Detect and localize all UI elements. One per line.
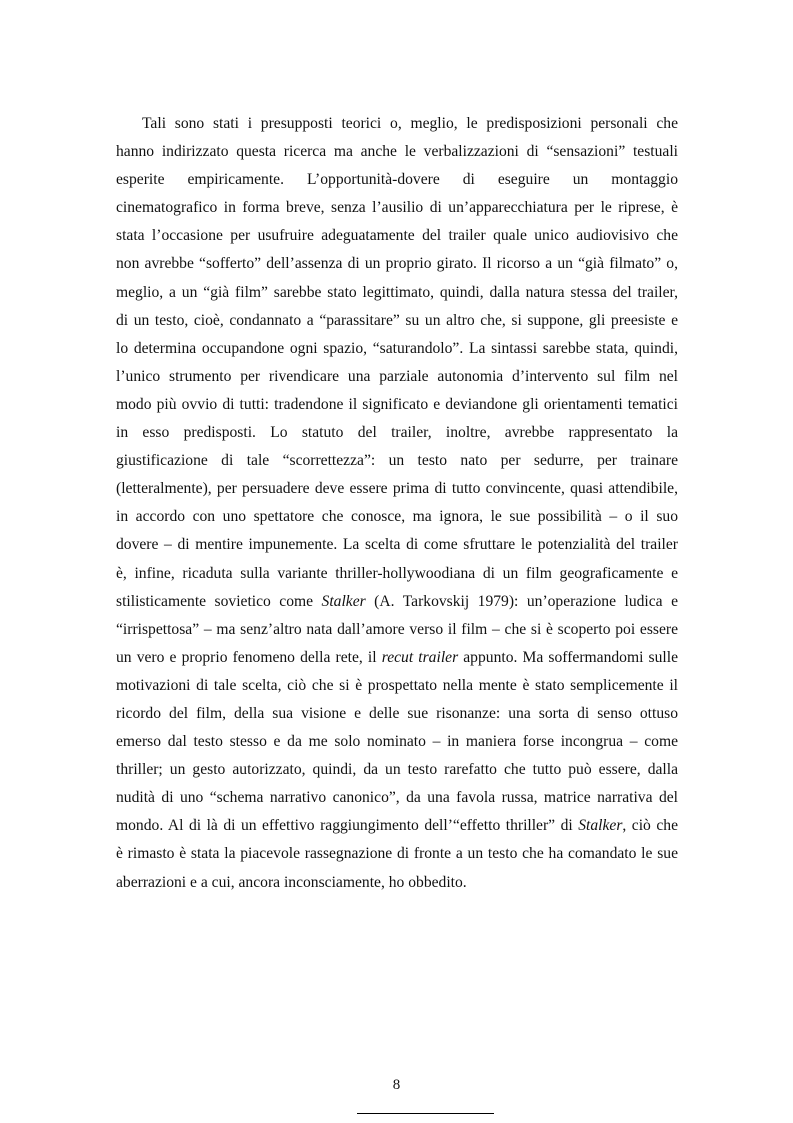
text-line	[116, 840, 678, 868]
text-line	[116, 672, 678, 700]
text-segment: mondo. Al di là di un effettivo raggiungimento dell’“effetto thriller” di	[116, 817, 579, 835]
body-paragraph	[116, 110, 678, 897]
text-segment: (letteralmente), per persuadere deve essere prima di tutto convincente, quasi attendibile,	[116, 480, 678, 498]
text-line	[116, 784, 678, 812]
text-segment: hanno indirizzato questa ricerca ma anche le verbalizzazioni di “sensazioni” testuali	[116, 143, 678, 161]
text-segment: giustificazione di tale “scorrettezza”: un testo nato per sedurre, per trainare	[116, 452, 678, 470]
text-line	[116, 138, 678, 166]
text-line	[116, 728, 678, 756]
text-line	[116, 475, 678, 503]
text-line	[116, 588, 678, 616]
text-line	[116, 222, 678, 250]
text-segment: appunto. Ma soffermandomi sulle	[458, 648, 678, 666]
text-segment: in accordo con uno spettatore che conosce, ma ignora, le sue possibilità – o il suo	[116, 508, 678, 526]
text-segment: l’unico strumento per rivendicare una parziale autonomia d’intervento sul film nel	[116, 367, 678, 385]
italic-title: Stalker	[578, 817, 623, 835]
text-line	[116, 869, 678, 897]
text-line	[116, 250, 678, 278]
text-line	[116, 391, 678, 419]
italic-title: Stalker	[321, 592, 366, 610]
text-segment: è, infine, ricaduta sulla variante thriller-hollywoodiana di un film geograficamente e	[116, 564, 678, 582]
text-segment: di un testo, cioè, condannato a “parassitare” su un altro che, si suppone, gli preesiste e	[116, 311, 678, 329]
text-line	[116, 644, 678, 672]
text-segment: , ciò che	[622, 817, 678, 835]
text-segment: emerso dal testo stesso e da me solo nominato – in maniera forse incongrua – come	[116, 733, 678, 751]
text-segment: meglio, a un “già film” sarebbe stato legittimato, quindi, dalla natura stessa del trailer,	[116, 283, 678, 301]
text-line	[116, 531, 678, 559]
text-line	[116, 307, 678, 335]
text-segment: ricordo del film, della sua visione e delle sue risonanze: una sorta di senso ottuso	[116, 704, 678, 722]
text-segment: dovere – di mentire impunemente. La scelta di come sfruttare le potenzialità del trailer	[116, 536, 678, 554]
text-line	[116, 419, 678, 447]
text-segment: aberrazioni e a cui, ancora inconsciamente, ho obbedito.	[116, 873, 467, 891]
text-segment: esperite empiricamente. L’opportunità-dovere di eseguire un montaggio	[116, 171, 678, 189]
text-segment: “irrispettosa” – ma senz’altro nata dall’amore verso il film – che si è scoperto poi essere	[116, 620, 678, 638]
text-line	[116, 560, 678, 588]
text-line	[116, 194, 678, 222]
page-number: 8	[392, 1077, 401, 1093]
text-line	[116, 363, 678, 391]
text-segment: Tali sono stati i presupposti teorici o, meglio, le predisposizioni personali che	[142, 115, 678, 132]
text-line	[116, 447, 678, 475]
text-line	[116, 700, 678, 728]
text-segment: un vero e proprio fenomeno della rete, il	[116, 648, 382, 666]
text-segment: in esso predisposti. Lo statuto del trailer, inoltre, avrebbe rappresentato la	[116, 424, 678, 442]
text-segment: thriller; un gesto autorizzato, quindi, da un testo rarefatto che tutto può essere, dalla	[116, 761, 678, 779]
text-line	[116, 503, 678, 531]
text-segment: stata l’occasione per usufruire adeguatamente del trailer quale unico audiovisivo che	[116, 227, 678, 245]
text-line	[116, 756, 678, 784]
text-line	[116, 335, 678, 363]
text-segment: (A. Tarkovskij 1979): un’operazione ludica e	[365, 592, 678, 610]
text-line	[116, 616, 678, 644]
text-line	[116, 812, 678, 840]
text-segment: lo determina occupandone ogni spazio, “saturandolo”. La sintassi sarebbe stata, quindi,	[116, 339, 678, 357]
text-segment: nudità di uno “schema narrativo canonico”, da una favola russa, matrice narrativa del	[116, 789, 678, 807]
footer-rule	[357, 1113, 494, 1114]
text-segment: stilisticamente sovietico come	[116, 592, 322, 610]
text-line	[116, 279, 678, 307]
text-segment: cinematografico in forma breve, senza l’ausilio di un’apparecchiatura per le riprese, è	[116, 199, 678, 217]
text-segment: modo più ovvio di tutti: tradendone il significato e deviandone gli orientamenti tematici	[116, 395, 678, 413]
text-line	[116, 166, 678, 194]
text-segment: non avrebbe “sofferto” dell’assenza di un proprio girato. Il ricorso a un “già filmato” o,	[116, 255, 678, 273]
italic-title: recut trailer	[381, 648, 459, 666]
text-line	[116, 110, 678, 138]
text-segment: è rimasto è stata la piacevole rassegnazione di fronte a un testo che ha comandato le sue	[116, 845, 678, 863]
text-segment: motivazioni di tale scelta, ciò che si è prospettato nella mente è stato semplicemente il	[116, 676, 678, 694]
